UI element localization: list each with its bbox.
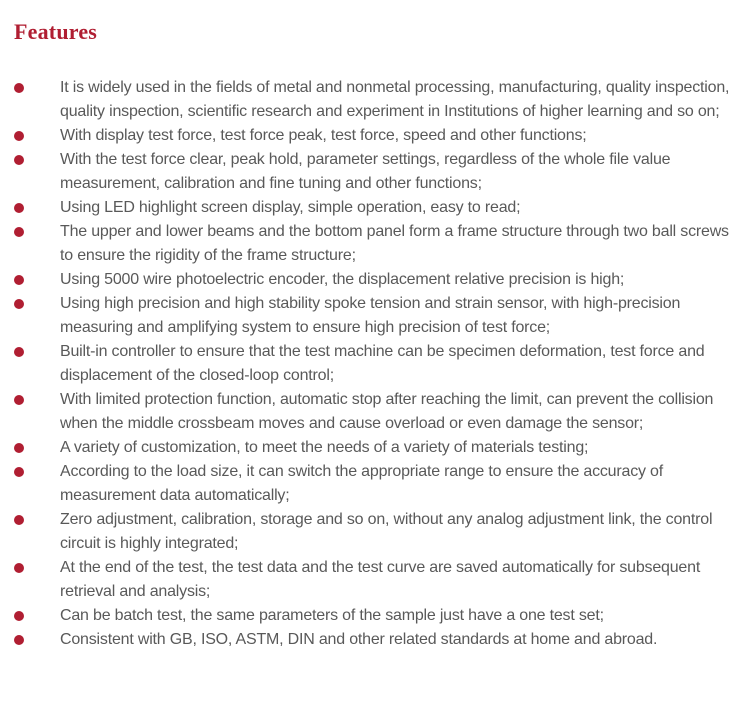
feature-text: The upper and lower beams and the bottom panel form a frame structure through two ball screws to ensure the rigidity of the frame structure; (60, 223, 729, 264)
list-item (0, 388, 750, 436)
bullet-icon (14, 227, 24, 237)
feature-text: Consistent with GB, ISO, ASTM, DIN and other related standards at home and abroad. (60, 631, 658, 648)
list-item (0, 220, 750, 268)
bullet-icon (14, 275, 24, 285)
feature-text: A variety of customization, to meet the needs of a variety of materials testing; (60, 439, 589, 456)
bullet-icon (14, 131, 24, 141)
list-item (0, 292, 750, 340)
feature-text: Zero adjustment, calibration, storage and so on, without any analog adjustment link, the control circuit is highly integrated; (60, 511, 713, 552)
feature-text: According to the load size, it can switch the appropriate range to ensure the accuracy of measurement data automatically; (60, 463, 663, 504)
list-item (0, 460, 750, 508)
list-item (0, 124, 750, 148)
features-list (0, 76, 750, 652)
bullet-icon (14, 443, 24, 453)
list-item (0, 508, 750, 556)
list-item (0, 340, 750, 388)
bullet-icon (14, 635, 24, 645)
bullet-icon (14, 83, 24, 93)
feature-text: Using high precision and high stability spoke tension and strain sensor, with high-precision measuring and amplifying system to ensure high precision of test force; (60, 295, 681, 336)
page-title: Features (14, 19, 98, 44)
bullet-icon (14, 155, 24, 165)
bullet-icon (14, 299, 24, 309)
bullet-icon (14, 611, 24, 621)
list-item (0, 76, 750, 124)
list-item (0, 628, 750, 652)
feature-text: With limited protection function, automatic stop after reaching the limit, can prevent the collision when the middle crossbeam moves and cause overload or even damage the sensor; (60, 391, 714, 432)
feature-text: It is widely used in the fields of metal and nonmetal processing, manufacturing, quality inspection, quality inspection, scientific research and experiment in Institutions of higher learning and so on; (60, 79, 730, 120)
list-item (0, 556, 750, 604)
feature-text: At the end of the test, the test data and the test curve are saved automatically for subsequent retrieval and analysis; (60, 559, 701, 600)
feature-text: Built-in controller to ensure that the test machine can be specimen deformation, test force and displacement of the closed-loop control; (60, 343, 705, 384)
feature-text: With the test force clear, peak hold, parameter settings, regardless of the whole file value measurement, calibration and fine tuning and other functions; (60, 151, 671, 192)
feature-text: Using 5000 wire photoelectric encoder, the displacement relative precision is high; (60, 271, 625, 288)
bullet-icon (14, 395, 24, 405)
list-item (0, 268, 750, 292)
feature-text: Using LED highlight screen display, simple operation, easy to read; (60, 199, 521, 216)
list-item (0, 436, 750, 460)
bullet-icon (14, 563, 24, 573)
list-item (0, 148, 750, 196)
bullet-icon (14, 203, 24, 213)
bullet-icon (14, 467, 24, 477)
feature-text: With display test force, test force peak, test force, speed and other functions; (60, 127, 587, 144)
list-item (0, 604, 750, 628)
bullet-icon (14, 515, 24, 525)
bullet-icon (14, 347, 24, 357)
feature-text: Can be batch test, the same parameters of the sample just have a one test set; (60, 607, 604, 624)
list-item (0, 196, 750, 220)
